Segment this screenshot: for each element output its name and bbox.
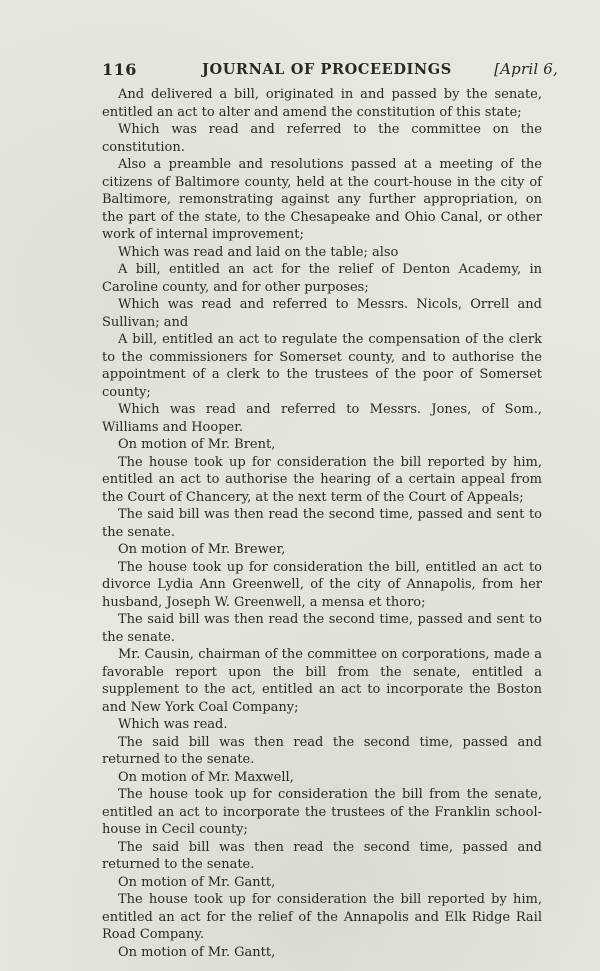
paragraph: Mr. Causin, chairman of the committee on corporations, made a favorable report upon the bill from the senate, entitled a supplement to the act, entitled an act to incorporate the Boston and New York Coal Company; xyxy=(102,647,542,715)
paragraph: The said bill was then read the second time, passed and returned to the senate. xyxy=(102,839,542,872)
paragraph: Which was read and referred to Messrs. Jones, of Som., Williams and Hooper. xyxy=(102,402,542,435)
paragraph: On motion of Mr. Maxwell, xyxy=(118,769,294,785)
paragraph: On motion of Mr. Brewer, xyxy=(118,542,286,557)
paragraph: Which was read. xyxy=(118,717,228,732)
paragraph: The house took up for consideration the bill, entitled an act to divorce Lydia Ann Greenwell, of the city of Annapolis, from her husband, Joseph W. Greenwell, a mensa et thoro; xyxy=(102,559,542,610)
header-date: [April 6, xyxy=(494,60,558,78)
paragraph: The house took up for consideration the bill from the senate, entitled an act to incorporate the trustees of the Franklin school-house in Cecil county; xyxy=(102,787,542,837)
page-header xyxy=(102,60,558,84)
paragraph: The said bill was then read the second time, passed and sent to the senate. xyxy=(102,612,542,645)
paragraph: A bill, entitled an act for the relief of Denton Academy, in Caroline county, and for other purposes; xyxy=(102,262,542,295)
paragraph: The said bill was then read the second time, passed and returned to the senate. xyxy=(102,734,542,767)
paragraph: On motion of Mr. Brent, xyxy=(118,437,276,452)
paragraph: On motion of Mr. Gantt, xyxy=(118,874,276,890)
paragraph: Which was read and referred to Messrs. Nicols, Orrell and Sullivan; and xyxy=(102,297,542,330)
paragraph: A bill, entitled an act to regulate the compensation of the clerk to the commissioners for Somerset county, and to authorise the appointment of a clerk to the trustees of the poor of Somerset county; xyxy=(102,332,542,400)
paragraph: The said bill was then read the second time, passed and sent to the senate. xyxy=(102,507,542,540)
paragraph: The house took up for consideration the bill reported by him, entitled an act for the relief of the Annapolis and Elk Ridge Rail Road Company. xyxy=(102,892,542,942)
running-title: JOURNAL OF PROCEEDINGS xyxy=(202,61,452,78)
page-number: 116 xyxy=(102,60,137,79)
paragraph: Which was read and laid on the table; also xyxy=(118,244,399,260)
page-body xyxy=(102,86,542,961)
paragraph: On motion of Mr. Gantt, xyxy=(118,944,276,960)
paragraph: And delivered a bill, originated in and passed by the senate, entitled an act to alter and amend the constitution of this state; xyxy=(102,87,542,120)
paragraph: Which was read and referred to the committee on the constitution. xyxy=(102,122,542,155)
paragraph: The house took up for consideration the bill reported by him, entitled an act to authorise the hearing of a certain appeal from the Court of Chancery, at the next term of the Court of Appeals; xyxy=(102,454,542,505)
paragraph: Also a preamble and resolutions passed at a meeting of the citizens of Baltimore county, held at the court-house in the city of Baltimore, remonstrating against any further appropriation, on the part of the state, to the Chesapeake and Ohio Canal, or other work of internal improvement; xyxy=(102,157,542,242)
